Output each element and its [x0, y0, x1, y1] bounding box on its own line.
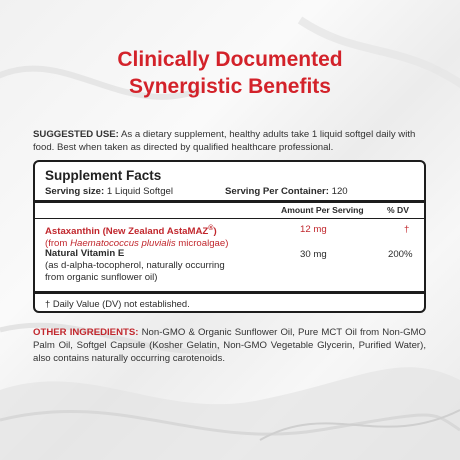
nutrient-dv: 200% — [388, 249, 413, 260]
divider-column-header — [35, 218, 424, 219]
nutrient-vitamin-e — [45, 248, 225, 284]
nutrient-detail-post: microalgae) — [175, 238, 229, 250]
serving-row — [45, 185, 414, 198]
suggested-use-label: SUGGESTED USE: — [33, 129, 119, 140]
registered-mark: ® — [208, 225, 214, 232]
nutrient-name — [45, 223, 228, 238]
nutrient-astaxanthin — [45, 223, 228, 250]
nutrient-detail-line-2: from organic sunflower oil) — [45, 272, 158, 283]
nutrient-name-close: ) — [213, 226, 217, 238]
divider-thick-top — [35, 200, 424, 203]
serving-size-label: Serving size: — [45, 186, 105, 197]
supplement-facts-panel — [33, 160, 426, 313]
nutrient-amount: 12 mg — [300, 224, 327, 235]
supplement-facts-title: Supplement Facts — [45, 168, 162, 183]
footnote: † Daily Value (DV) not established. — [45, 298, 190, 309]
per-container-label: Serving Per Container: — [225, 186, 329, 197]
serving-size — [45, 185, 173, 198]
other-ingredients — [33, 326, 426, 365]
nutrient-dv: † — [404, 224, 410, 235]
divider-thick-bottom — [35, 291, 424, 294]
column-header-amount: Amount Per Serving — [281, 205, 364, 215]
headline-line-1: Clinically Documented — [117, 48, 343, 71]
nutrient-detail-line-1: (as d-alpha-tocopherol, naturally occurring — [45, 260, 225, 271]
nutrient-name-text: Astaxanthin (New Zealand AstaMAZ — [45, 226, 209, 238]
headline-line-2: Synergistic Benefits — [129, 75, 331, 98]
nutrient-detail-pre: (from — [45, 238, 71, 250]
serving-size-value: 1 Liquid Softgel — [106, 186, 173, 197]
suggested-use-text: As a dietary supplement, healthy adults take 1 liquid softgel daily with food. Best when taken as directed by qualified healthcare professional. — [33, 129, 416, 153]
other-ingredients-label: OTHER INGREDIENTS: — [33, 327, 139, 338]
nutrient-detail-italic: Haematococcus pluvialis — [70, 238, 176, 250]
column-header-dv: % DV — [387, 205, 409, 215]
suggested-use — [33, 128, 433, 154]
per-container-value: 120 — [331, 186, 348, 197]
headline — [0, 46, 460, 100]
nutrient-name: Natural Vitamin E — [45, 248, 125, 259]
other-ingredients-text: Non-GMO & Organic Sunflower Oil, Pure MCT Oil from Non-GMO Palm Oil, Softgel Capsule (Kosher Gelatin, Non-GMO Vegetable Glycerin, Purified Water), also contains naturally occurring carotenoids. — [33, 327, 426, 364]
nutrient-amount: 30 mg — [300, 249, 327, 260]
servings-per-container — [225, 185, 348, 198]
